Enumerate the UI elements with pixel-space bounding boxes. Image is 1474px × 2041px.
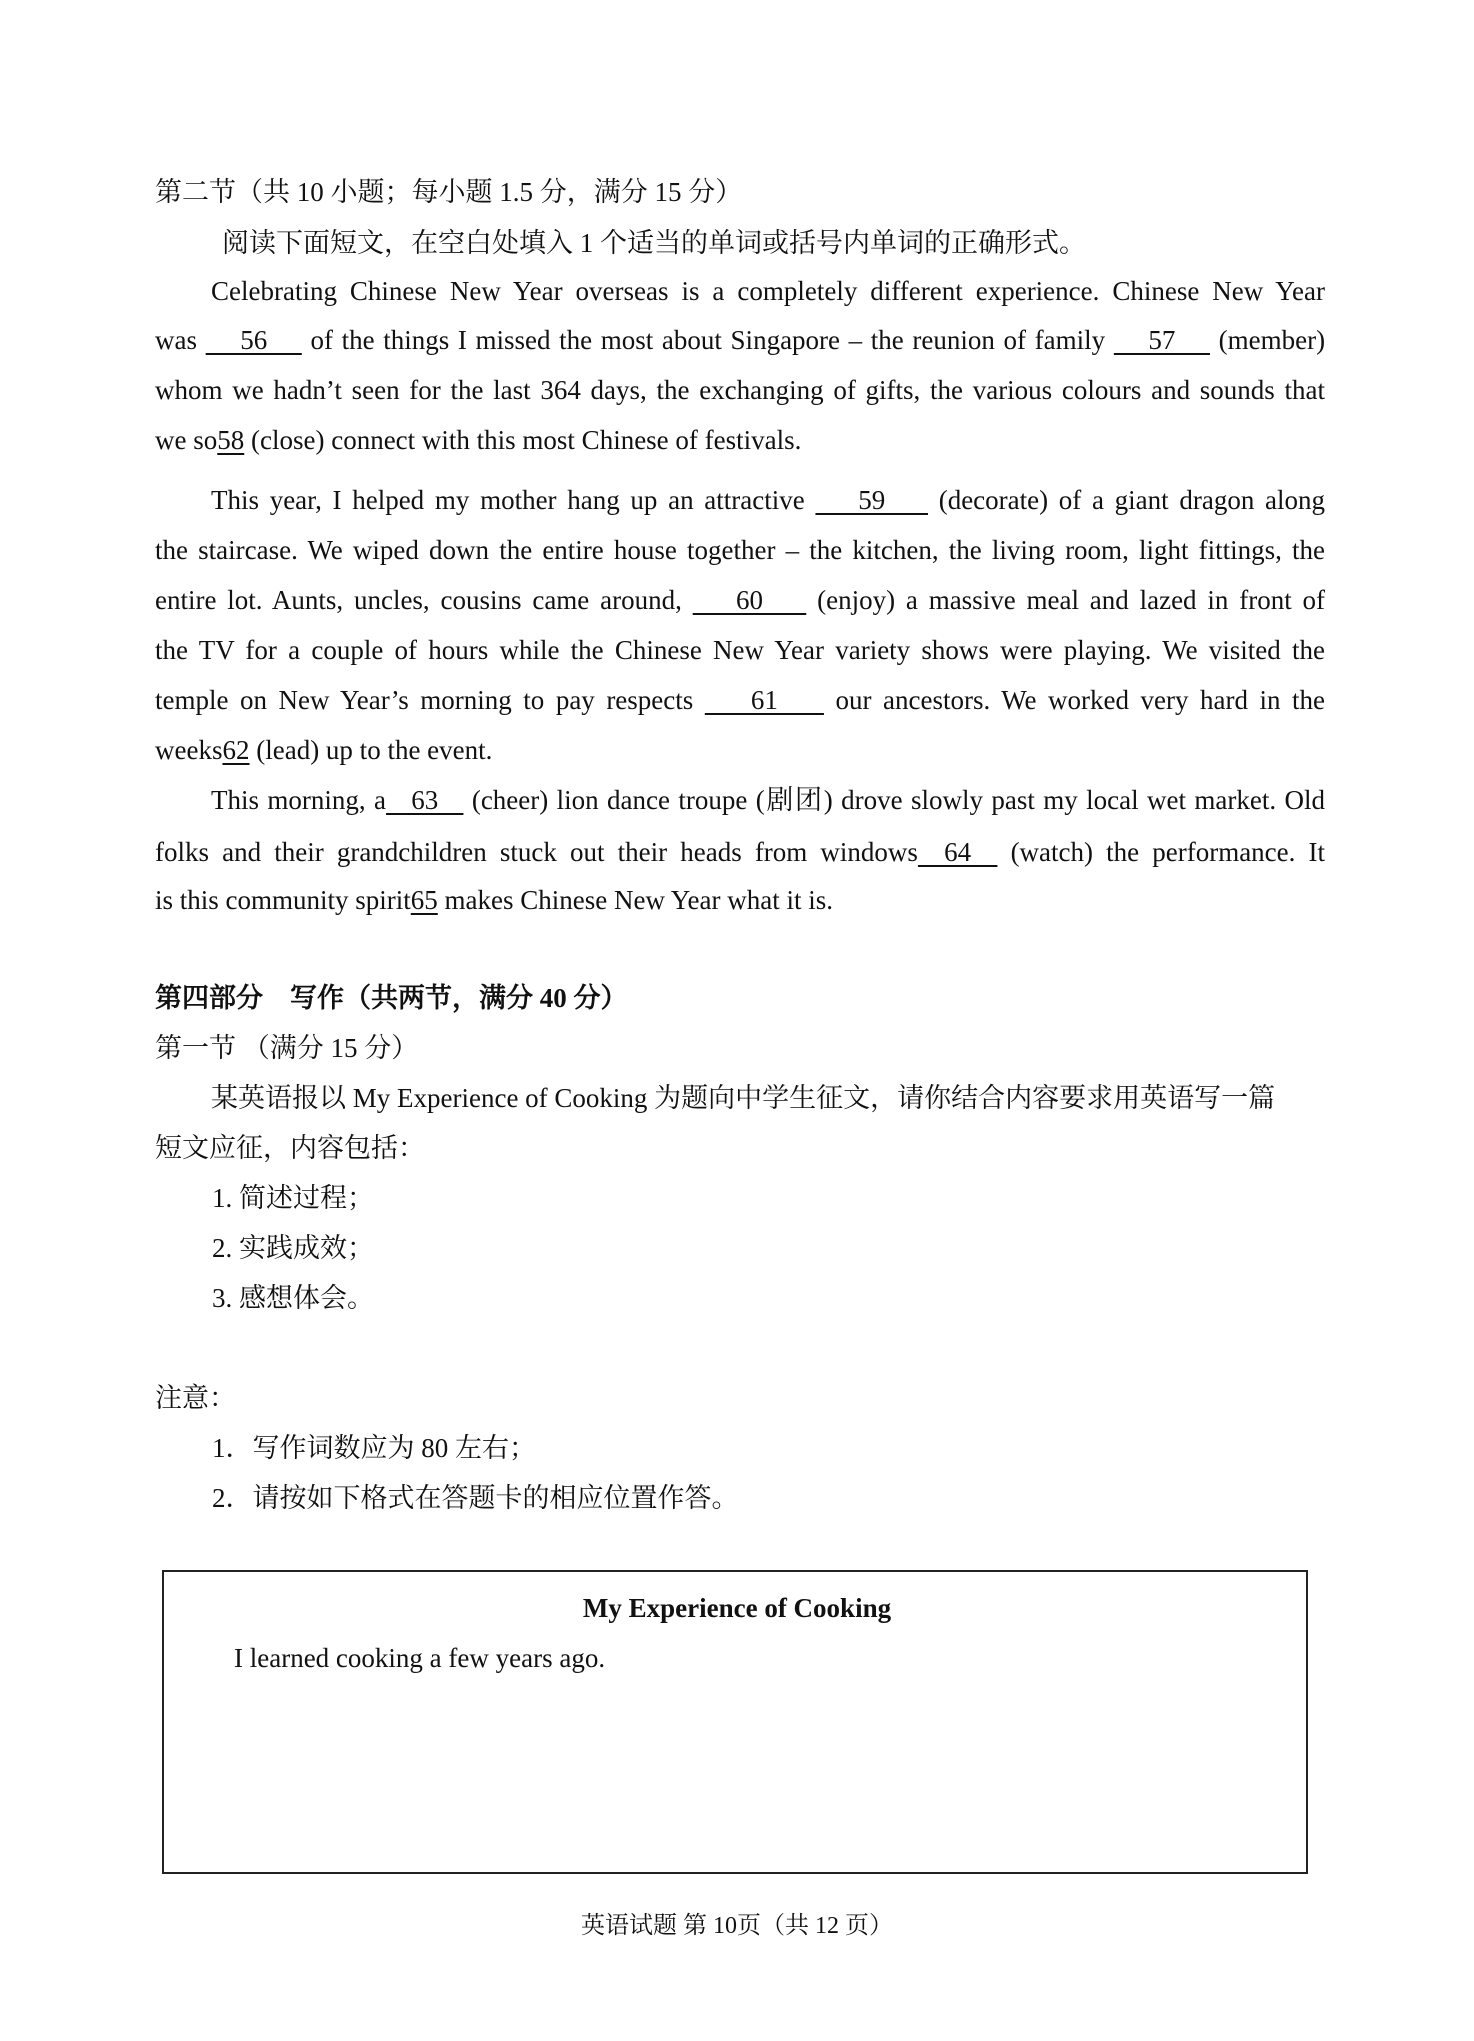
passage-p2-line6 [155,732,1325,768]
writing-prompt-line2: 短文应征，内容包括： [155,1133,425,1163]
part4-section1-header: 第一节 （满分 15 分） [155,1033,419,1063]
passage-p2-line1 [155,482,1325,518]
passage-p1-line4 [155,422,1325,458]
blank-58[interactable]: 58 [217,425,245,455]
passage-p2-line3 [155,582,1325,618]
text: makes Chinese New Year what it is. [444,885,833,915]
writing-prompt-line1: 某英语报以 My Experience of Cooking 为题向中学生征文，请你结合内容要求用英语写一篇 [211,1083,1276,1113]
text: (decorate) of a giant dragon along [938,485,1326,515]
content-item-1: 1. 简述过程； [212,1183,374,1213]
text: folks and their grandchildren stuck out their heads from windows [155,837,918,867]
answer-box-start-text: I learned cooking a few years ago. [234,1643,606,1673]
text: we so [155,425,218,455]
passage-p3-line1 [155,782,1325,818]
passage-p3-line3 [155,882,1325,918]
text: was [155,325,197,355]
blank-60[interactable]: 60 [692,585,807,615]
text: of the things I missed the most about Singapore – the reunion of family [310,325,1106,355]
section2-header: 第二节（共 10 小题；每小题 1.5 分，满分 15 分） [155,177,743,207]
section2-instruction: 阅读下面短文，在空白处填入 1 个适当的单词或括号内单词的正确形式。 [222,228,1086,258]
text: This year, I helped my mother hang up an attractive [211,485,805,515]
text: (close) connect with this most Chinese of festivals. [251,425,802,455]
blank-61[interactable]: 61 [704,685,824,715]
note-2: 2．请按如下格式在答题卡的相应位置作答。 [212,1483,739,1513]
blank-57[interactable]: 57 [1113,325,1210,355]
answer-box-title: My Experience of Cooking [582,1593,892,1623]
blank-64[interactable]: 64 [917,837,998,867]
blank-62[interactable]: 62 [222,735,250,765]
notes-header: 注意： [155,1383,236,1413]
text: (cheer) lion dance troupe (剧团) drove slowly past my local wet market. Old [471,785,1326,815]
passage-p3-line2 [155,834,1325,870]
text: This morning, a [211,785,387,815]
text: temple on New Year’s morning to pay respects [155,685,694,715]
passage-p2-line2: the staircase. We wiped down the entire house together – the kitchen, the living room, light fittings, the [155,535,1325,565]
content-item-3: 3. 感想体会。 [212,1283,374,1313]
blank-59[interactable]: 59 [815,485,928,515]
content-item-2: 2. 实践成效； [212,1233,374,1263]
part4-header: 第四部分 写作（共两节，满分 40 分） [155,983,628,1013]
text: (lead) up to the event. [256,735,493,765]
passage-p1-line2 [155,322,1325,358]
text: is this community spirit [155,885,411,915]
note-1: 1．写作词数应为 80 左右； [212,1433,536,1463]
blank-56[interactable]: 56 [205,325,302,355]
text: our ancestors. We worked very hard in the [835,685,1326,715]
passage-p1-line3: whom we hadn’t seen for the last 364 days, the exchanging of gifts, the various colours and sounds that [155,375,1325,405]
blank-65[interactable]: 65 [410,885,438,915]
passage-p2-line5 [155,682,1325,718]
text: (enjoy) a massive meal and lazed in front of [817,585,1326,615]
passage-p2-line4: the TV for a couple of hours while the Chinese New Year variety shows were playing. We visited the [155,635,1325,665]
answer-box[interactable] [162,1570,1308,1874]
text: (member) [1218,325,1326,355]
text: (watch) the performance. It [1010,837,1326,867]
text: weeks [155,735,223,765]
page-footer: 英语试题 第 10页（共 12 页） [581,1913,893,1939]
passage-p1-line1: Celebrating Chinese New Year overseas is a completely different experience. Chinese New Year [211,276,1325,306]
blank-63[interactable]: 63 [386,785,464,815]
text: entire lot. Aunts, uncles, cousins came around, [155,585,682,615]
